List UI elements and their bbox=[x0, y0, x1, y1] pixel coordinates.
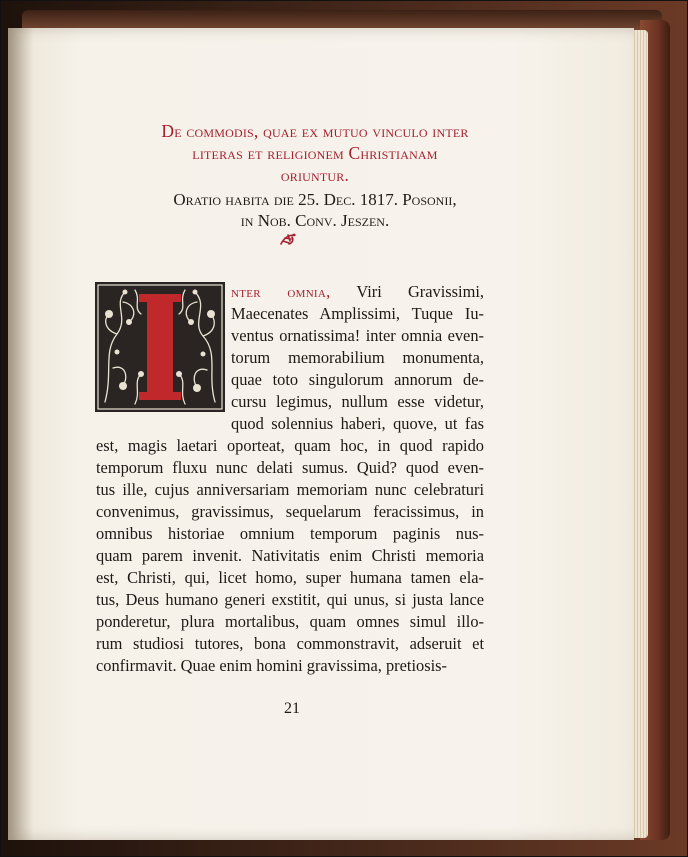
text-line: quam parem invenit. Nativitatis enim Christi memoria bbox=[96, 546, 484, 565]
text-line: tus ille, cujus anniversariam memoriam nunc celebraturi bbox=[96, 480, 484, 499]
initial-letter-text: I bbox=[159, 352, 161, 353]
chapter-subtitle-line: Oratio habita die 25. Dec. 1817. Posonii, bbox=[173, 190, 457, 209]
lead-words: nter omnia, bbox=[231, 282, 331, 301]
text-line: cursu legimus, nullum esse videtur, bbox=[231, 392, 484, 411]
text-line: torum memorabilium monumenta, bbox=[231, 348, 484, 367]
text-line: convenimus, gravissimus, sequelarum feracissimus, in bbox=[96, 502, 484, 521]
page-gutter-shadow bbox=[8, 28, 34, 840]
text-line: quae toto singulorum annorum de- bbox=[231, 370, 484, 389]
decorated-initial bbox=[95, 282, 225, 412]
text-line: est, magis laetari oporteat, quam hoc, in quod rapido bbox=[96, 436, 484, 455]
text-line: omnibus historiae omnium temporum paginis nus- bbox=[96, 524, 484, 543]
text-line: rum studiosi tutores, bona commonstravit, adseruit et bbox=[96, 634, 484, 653]
chapter-title bbox=[60, 120, 570, 186]
text-line: quod solennius haberi, quove, ut fas bbox=[231, 414, 484, 433]
chapter-title-line: oriuntur. bbox=[280, 165, 350, 185]
text-line: temporum fluxu nunc delati sumus. Quid? quod even- bbox=[96, 458, 484, 477]
text-line: ponderetur, plura mortalibus, quam omnes simul illo- bbox=[96, 612, 484, 631]
text-line: Maecenates Amplissimi, Tuque Iu- bbox=[231, 304, 484, 323]
chapter-title-line: literas et religionem Christianam bbox=[192, 143, 438, 163]
first-line-rest: Viri Gravissimi, bbox=[356, 282, 484, 301]
text-line: ventus ornatissima! inter omnia even- bbox=[231, 326, 484, 345]
chapter-subtitle bbox=[60, 189, 570, 231]
chapter-subtitle-line: in Nob. Conv. Jeszen. bbox=[240, 211, 390, 230]
text-line bbox=[231, 281, 484, 303]
chapter-title-line: De commodis, quae ex mutuo vinculo inter bbox=[161, 121, 469, 141]
text-line: est, Christi, qui, licet homo, super humana tamen ela- bbox=[96, 568, 484, 587]
text-line: confirmavit. Quae enim homini gravissima, pretiosis- bbox=[96, 656, 447, 675]
fleuron-ornament-icon bbox=[278, 232, 298, 248]
page-number: 21 bbox=[284, 700, 300, 717]
text-line: tus, Deus humano generi exstitit, qui unus, si justa lance bbox=[96, 590, 484, 609]
